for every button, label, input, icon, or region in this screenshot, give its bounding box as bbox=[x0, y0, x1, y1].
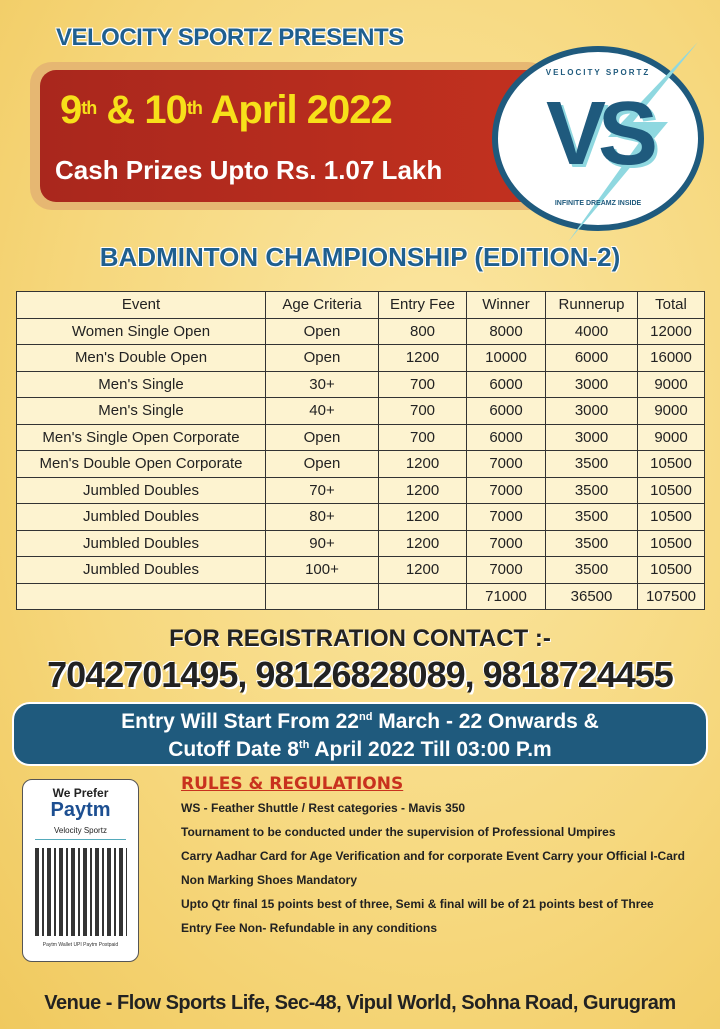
table-cell: 3500 bbox=[546, 530, 638, 557]
table-cell: 12000 bbox=[638, 318, 705, 345]
table-cell: Open bbox=[266, 318, 379, 345]
table-cell: 6000 bbox=[546, 345, 638, 372]
table-cell: Men's Double Open Corporate bbox=[17, 451, 266, 478]
column-header: Winner bbox=[467, 292, 546, 319]
rule-item: Upto Qtr final 15 points best of three, Semi & final will be of 21 points best of Three bbox=[181, 897, 654, 911]
table-cell: 40+ bbox=[266, 398, 379, 425]
table-cell: Men's Single bbox=[17, 398, 266, 425]
table-cell: 3500 bbox=[546, 557, 638, 584]
table-cell: 7000 bbox=[467, 504, 546, 531]
event-dates bbox=[60, 86, 392, 134]
table-cell: 30+ bbox=[266, 371, 379, 398]
table-body bbox=[17, 318, 705, 610]
paytm-prefer: We Prefer bbox=[52, 786, 109, 800]
table-cell: 10500 bbox=[638, 557, 705, 584]
table-cell: 10500 bbox=[638, 477, 705, 504]
date2-suffix: th bbox=[186, 98, 202, 118]
month-year: April 2022 bbox=[201, 88, 392, 132]
contact-phones[interactable]: 7042701495, 98126828089, 9818724455 bbox=[47, 654, 673, 695]
table-cell: 3000 bbox=[546, 371, 638, 398]
table-cell: 6000 bbox=[467, 371, 546, 398]
table-cell: 9000 bbox=[638, 398, 705, 425]
column-header: Total bbox=[638, 292, 705, 319]
table-cell bbox=[266, 583, 379, 610]
venue-text: Venue - Flow Sports Life, Sec-48, Vipul World, Sohna Road, Gurugram bbox=[44, 992, 676, 1014]
table-cell bbox=[379, 583, 467, 610]
championship-title: BADMINTON CHAMPIONSHIP (EDITION-2) bbox=[99, 242, 621, 272]
entry-start-rest: March - 22 Onwards & bbox=[372, 710, 599, 733]
table-cell: 36500 bbox=[546, 583, 638, 610]
table-cell: 9000 bbox=[638, 424, 705, 451]
table-cell: 1200 bbox=[379, 477, 467, 504]
table-cell: Men's Double Open bbox=[17, 345, 266, 372]
table-cell bbox=[17, 583, 266, 610]
logo-tagline: INFINITE DREAMZ INSIDE bbox=[554, 200, 642, 207]
table-cell: 700 bbox=[379, 371, 467, 398]
table-cell: 71000 bbox=[467, 583, 546, 610]
table-cell: Jumbled Doubles bbox=[17, 530, 266, 557]
table-cell: 800 bbox=[379, 318, 467, 345]
date1: 9 bbox=[60, 88, 82, 132]
table-cell: Men's Single bbox=[17, 371, 266, 398]
column-header: Event bbox=[17, 292, 266, 319]
table-cell: 6000 bbox=[467, 398, 546, 425]
rule-item: Carry Aadhar Card for Age Verification and for corporate Event Carry your Official I-Card bbox=[181, 849, 685, 863]
table-cell: Open bbox=[266, 345, 379, 372]
table-cell: Open bbox=[266, 451, 379, 478]
table-row bbox=[17, 451, 705, 478]
table-cell: 1200 bbox=[379, 504, 467, 531]
table-cell: 9000 bbox=[638, 371, 705, 398]
rule-item: Tournament to be conducted under the supervision of Professional Umpires bbox=[181, 825, 616, 839]
table-cell: 6000 bbox=[467, 424, 546, 451]
rule-item: Non Marking Shoes Mandatory bbox=[181, 873, 358, 887]
table-cell: 3500 bbox=[546, 451, 638, 478]
amp: & bbox=[96, 88, 145, 132]
table-header-row bbox=[17, 292, 705, 319]
table-row bbox=[17, 371, 705, 398]
table-row bbox=[17, 318, 705, 345]
rule-item: WS - Feather Shuttle / Rest categories - Mavis 350 bbox=[181, 801, 466, 815]
table-cell: Jumbled Doubles bbox=[17, 504, 266, 531]
table-cell: 3000 bbox=[546, 398, 638, 425]
column-header: Entry Fee bbox=[379, 292, 467, 319]
cutoff-text: Cutoff Date 8 bbox=[168, 738, 299, 761]
suffix: nd bbox=[359, 711, 373, 723]
table-cell: 90+ bbox=[266, 530, 379, 557]
date2: 10 bbox=[144, 88, 187, 132]
table-cell: 1200 bbox=[379, 345, 467, 372]
table-cell: 16000 bbox=[638, 345, 705, 372]
table-cell: Jumbled Doubles bbox=[17, 477, 266, 504]
table-cell: 107500 bbox=[638, 583, 705, 610]
paytm-logo: Paytm bbox=[50, 799, 111, 821]
table-cell: 8000 bbox=[467, 318, 546, 345]
table-cell: 10500 bbox=[638, 451, 705, 478]
table-row bbox=[17, 477, 705, 504]
logo-top-text: VELOCITY SPORTZ bbox=[545, 68, 651, 77]
paytm-qr-card[interactable] bbox=[22, 779, 139, 962]
table-cell: 700 bbox=[379, 398, 467, 425]
presents-heading: VELOCITY SPORTZ PRESENTS bbox=[56, 24, 404, 51]
date1-suffix: th bbox=[81, 98, 97, 118]
table-cell: 70+ bbox=[266, 477, 379, 504]
table-cell: 3000 bbox=[546, 424, 638, 451]
table-cell: 80+ bbox=[266, 504, 379, 531]
table-cell: Men's Single Open Corporate bbox=[17, 424, 266, 451]
table-cell: 10500 bbox=[638, 530, 705, 557]
table-cell: 7000 bbox=[467, 530, 546, 557]
table-row bbox=[17, 530, 705, 557]
suffix: th bbox=[298, 739, 310, 751]
cutoff-line bbox=[14, 736, 706, 764]
table-cell: Women Single Open bbox=[17, 318, 266, 345]
rules-list bbox=[181, 800, 711, 944]
rule-item: Entry Fee Non- Refundable in any conditions bbox=[181, 921, 438, 935]
table-cell: 100+ bbox=[266, 557, 379, 584]
table-row bbox=[17, 557, 705, 584]
table-cell: 10500 bbox=[638, 504, 705, 531]
table-row bbox=[17, 398, 705, 425]
velocity-sportz-logo bbox=[492, 46, 704, 231]
table-cell: 7000 bbox=[467, 557, 546, 584]
table-cell: 1200 bbox=[379, 557, 467, 584]
prize-table bbox=[16, 291, 705, 610]
registration-label: FOR REGISTRATION CONTACT :- bbox=[169, 625, 551, 652]
table-cell: Open bbox=[266, 424, 379, 451]
table-cell: Jumbled Doubles bbox=[17, 557, 266, 584]
table-row bbox=[17, 504, 705, 531]
rules-title: RULES & REGULATIONS bbox=[181, 774, 404, 794]
qr-code[interactable] bbox=[35, 848, 127, 936]
entry-start-line bbox=[14, 708, 706, 736]
table-cell: 10000 bbox=[467, 345, 546, 372]
cash-prize-text: Cash Prizes Upto Rs. 1.07 Lakh bbox=[55, 155, 443, 185]
merchant-name: Velocity Sportz bbox=[35, 826, 126, 840]
column-header: Runnerup bbox=[546, 292, 638, 319]
table-cell: 7000 bbox=[467, 477, 546, 504]
entry-dates-box bbox=[12, 702, 708, 766]
table-cell: 4000 bbox=[546, 318, 638, 345]
table-row bbox=[17, 424, 705, 451]
table-cell: 3500 bbox=[546, 477, 638, 504]
totals-row bbox=[17, 583, 705, 610]
table-cell: 700 bbox=[379, 424, 467, 451]
table-cell: 1200 bbox=[379, 530, 467, 557]
table-cell: 7000 bbox=[467, 451, 546, 478]
table-row bbox=[17, 345, 705, 372]
table-cell: 1200 bbox=[379, 451, 467, 478]
logo-mark: VS bbox=[545, 84, 651, 184]
table-cell: 3500 bbox=[546, 504, 638, 531]
entry-start-text: Entry Will Start From 22 bbox=[121, 710, 359, 733]
cutoff-rest: April 2022 Till 03:00 P.m bbox=[309, 738, 552, 761]
payment-methods: Paytm Wallet UPI Paytm Postpaid bbox=[42, 942, 119, 948]
column-header: Age Criteria bbox=[266, 292, 379, 319]
